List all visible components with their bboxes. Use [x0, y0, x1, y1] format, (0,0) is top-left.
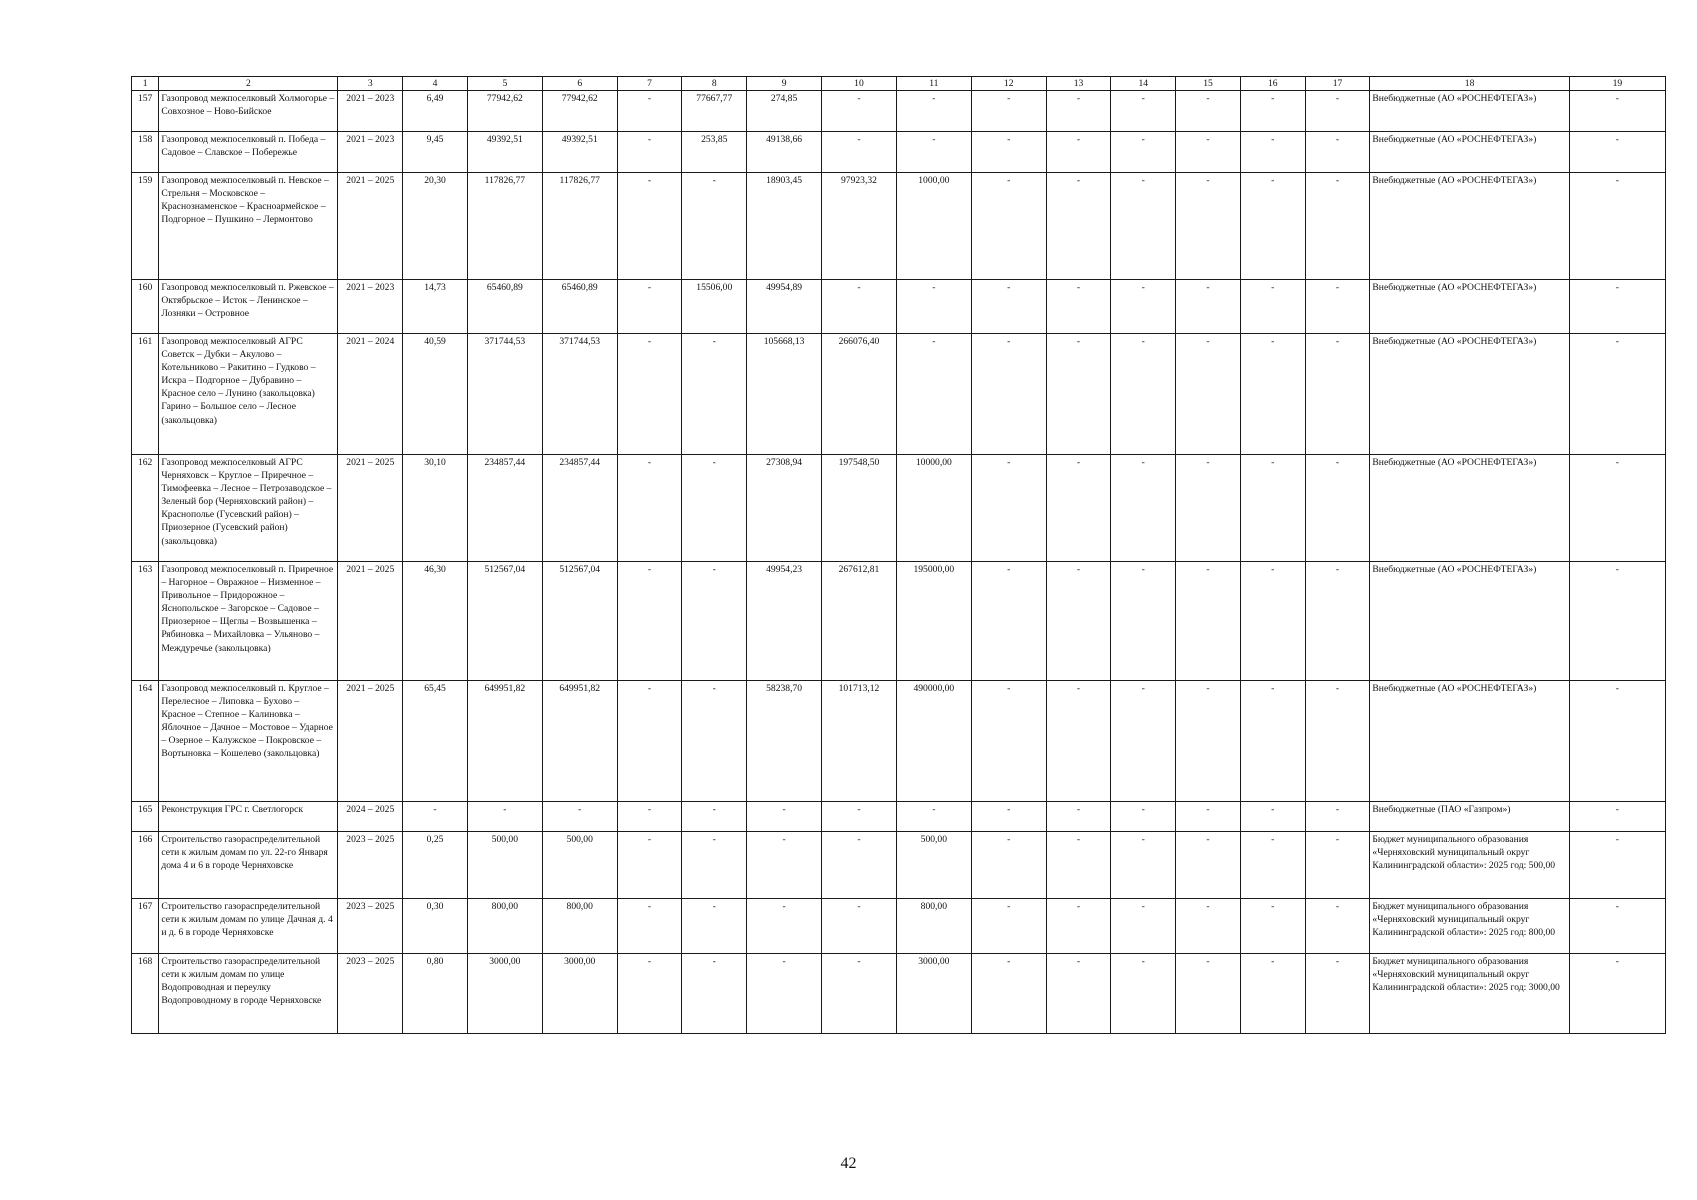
col-16-cell: -	[1240, 334, 1305, 455]
column-number-cell: 4	[403, 77, 468, 91]
col-10-cell: 101713,12	[822, 681, 897, 802]
col-12-cell: -	[971, 832, 1046, 899]
cost-total-sources-cell: 117826,77	[542, 173, 617, 280]
col-11-cell: -	[896, 334, 971, 455]
col-8-cell: -	[682, 455, 747, 562]
period-cell: 2024 – 2025	[338, 802, 403, 832]
col-17-cell: -	[1305, 562, 1370, 681]
funding-source-cell: Внебюджетные (АО «РОСНЕФТЕГАЗ»)	[1370, 91, 1569, 132]
object-name-cell: Газопровод межпоселковый п. Ржевское – Октябрьское – Исток – Ленинское – Лозняки – Островное	[159, 280, 338, 334]
row-index-cell: 168	[132, 954, 159, 1034]
col-14-cell: -	[1111, 173, 1176, 280]
object-name-cell: Газопровод межпоселковый АГРС Советск – Дубки – Акулово – Котельниково – Ракитино – Гудково – Искра – Подгорное – Дубравино – Красное село – Лунино (закольцовка) Гарино – Большое село – Лесное (закольцовка)	[159, 334, 338, 455]
col-13-cell: -	[1046, 832, 1111, 899]
col-9-cell: 105668,13	[747, 334, 822, 455]
column-number-cell: 15	[1176, 77, 1241, 91]
col-11-cell: 800,00	[896, 899, 971, 954]
table-row	[132, 334, 1666, 455]
cost-total-sources-cell: 800,00	[542, 899, 617, 954]
funding-source-cell: Внебюджетные (АО «РОСНЕФТЕГАЗ»)	[1370, 681, 1569, 802]
col-7-cell: -	[617, 334, 682, 455]
col-15-cell: -	[1176, 280, 1241, 334]
col-12-cell: -	[971, 802, 1046, 832]
col-19-cell: -	[1569, 562, 1665, 681]
column-number-cell: 10	[822, 77, 897, 91]
col-8-cell: 77667,77	[682, 91, 747, 132]
col-14-cell: -	[1111, 280, 1176, 334]
column-number-cell: 14	[1111, 77, 1176, 91]
cost-total-sources-cell: 77942,62	[542, 91, 617, 132]
column-number-cell: 13	[1046, 77, 1111, 91]
col-9-cell: 49954,23	[747, 562, 822, 681]
period-cell: 2021 – 2025	[338, 681, 403, 802]
col-12-cell: -	[971, 899, 1046, 954]
length-cell: -	[403, 802, 468, 832]
table-row	[132, 954, 1666, 1034]
col-8-cell: 15506,00	[682, 280, 747, 334]
col-12-cell: -	[971, 954, 1046, 1034]
col-15-cell: -	[1176, 132, 1241, 173]
period-cell: 2021 – 2023	[338, 132, 403, 173]
col-16-cell: -	[1240, 280, 1305, 334]
cost-total-sources-cell: 65460,89	[542, 280, 617, 334]
col-11-cell: -	[896, 802, 971, 832]
col-17-cell: -	[1305, 954, 1370, 1034]
length-cell: 40,59	[403, 334, 468, 455]
col-11-cell: -	[896, 91, 971, 132]
col-13-cell: -	[1046, 132, 1111, 173]
col-8-cell: -	[682, 173, 747, 280]
col-14-cell: -	[1111, 954, 1176, 1034]
funding-source-cell: Внебюджетные (АО «РОСНЕФТЕГАЗ»)	[1370, 280, 1569, 334]
col-14-cell: -	[1111, 91, 1176, 132]
col-8-cell: -	[682, 334, 747, 455]
total-cost-cell: 512567,04	[467, 562, 542, 681]
col-19-cell: -	[1569, 681, 1665, 802]
col-16-cell: -	[1240, 455, 1305, 562]
table-row	[132, 899, 1666, 954]
col-17-cell: -	[1305, 832, 1370, 899]
table-row	[132, 455, 1666, 562]
col-12-cell: -	[971, 173, 1046, 280]
col-7-cell: -	[617, 562, 682, 681]
row-index-cell: 159	[132, 173, 159, 280]
total-cost-cell: 3000,00	[467, 954, 542, 1034]
col-13-cell: -	[1046, 954, 1111, 1034]
col-13-cell: -	[1046, 802, 1111, 832]
object-name-cell: Газопровод межпоселковый п. Круглое – Перелесное – Липовка – Бухово – Красное – Степное – Калиновка – Яблочное – Дачное – Мостовое – Ударное – Озерное – Калужское – Покровское – Вортыновка – Кошелево (закольцовка)	[159, 681, 338, 802]
col-9-cell: 49954,89	[747, 280, 822, 334]
col-14-cell: -	[1111, 562, 1176, 681]
col-7-cell: -	[617, 91, 682, 132]
col-17-cell: -	[1305, 899, 1370, 954]
cost-total-sources-cell: 234857,44	[542, 455, 617, 562]
column-number-cell: 2	[159, 77, 338, 91]
col-16-cell: -	[1240, 91, 1305, 132]
object-name-cell: Газопровод межпоселковый Холмогорье – Совхозное – Ново-Бийское	[159, 91, 338, 132]
total-cost-cell: 649951,82	[467, 681, 542, 802]
col-12-cell: -	[971, 681, 1046, 802]
col-13-cell: -	[1046, 280, 1111, 334]
funding-source-cell: Бюджет муниципального образования «Черняховский муниципальный округ Калининградской области»: 2025 год: 3000,00	[1370, 954, 1569, 1034]
col-15-cell: -	[1176, 455, 1241, 562]
col-7-cell: -	[617, 173, 682, 280]
table-row	[132, 802, 1666, 832]
col-9-cell: 27308,94	[747, 455, 822, 562]
program-table	[131, 76, 1666, 1034]
col-15-cell: -	[1176, 562, 1241, 681]
col-9-cell: 18903,45	[747, 173, 822, 280]
col-11-cell: 3000,00	[896, 954, 971, 1034]
col-13-cell: -	[1046, 91, 1111, 132]
col-16-cell: -	[1240, 802, 1305, 832]
row-index-cell: 158	[132, 132, 159, 173]
length-cell: 9,45	[403, 132, 468, 173]
col-12-cell: -	[971, 562, 1046, 681]
col-10-cell: -	[822, 954, 897, 1034]
col-14-cell: -	[1111, 802, 1176, 832]
col-15-cell: -	[1176, 954, 1241, 1034]
funding-source-cell: Внебюджетные (АО «РОСНЕФТЕГАЗ»)	[1370, 455, 1569, 562]
col-7-cell: -	[617, 681, 682, 802]
column-number-cell: 6	[542, 77, 617, 91]
row-index-cell: 160	[132, 280, 159, 334]
col-14-cell: -	[1111, 899, 1176, 954]
object-name-cell: Строительство газораспределительной сети к жилым домам по ул. 22-го Января дома 4 и 6 в городе Черняховске	[159, 832, 338, 899]
column-number-cell: 9	[747, 77, 822, 91]
column-number-cell: 12	[971, 77, 1046, 91]
col-17-cell: -	[1305, 334, 1370, 455]
period-cell: 2023 – 2025	[338, 899, 403, 954]
funding-source-cell: Внебюджетные (АО «РОСНЕФТЕГАЗ»)	[1370, 562, 1569, 681]
length-cell: 30,10	[403, 455, 468, 562]
col-19-cell: -	[1569, 132, 1665, 173]
col-7-cell: -	[617, 280, 682, 334]
row-index-cell: 163	[132, 562, 159, 681]
period-cell: 2021 – 2025	[338, 173, 403, 280]
period-cell: 2023 – 2025	[338, 954, 403, 1034]
funding-source-cell: Внебюджетные (АО «РОСНЕФТЕГАЗ»)	[1370, 173, 1569, 280]
total-cost-cell: 500,00	[467, 832, 542, 899]
col-17-cell: -	[1305, 280, 1370, 334]
col-7-cell: -	[617, 455, 682, 562]
column-number-cell: 8	[682, 77, 747, 91]
col-19-cell: -	[1569, 802, 1665, 832]
col-10-cell: -	[822, 132, 897, 173]
table-row	[132, 91, 1666, 132]
cost-total-sources-cell: -	[542, 802, 617, 832]
col-11-cell: -	[896, 132, 971, 173]
col-7-cell: -	[617, 132, 682, 173]
cost-total-sources-cell: 512567,04	[542, 562, 617, 681]
total-cost-cell: -	[467, 802, 542, 832]
col-16-cell: -	[1240, 681, 1305, 802]
period-cell: 2023 – 2025	[338, 832, 403, 899]
col-11-cell: 1000,00	[896, 173, 971, 280]
col-15-cell: -	[1176, 334, 1241, 455]
total-cost-cell: 234857,44	[467, 455, 542, 562]
page-number: 42	[840, 1155, 857, 1172]
length-cell: 65,45	[403, 681, 468, 802]
column-number-row	[132, 77, 1666, 91]
col-13-cell: -	[1046, 455, 1111, 562]
col-9-cell: 58238,70	[747, 681, 822, 802]
col-10-cell: -	[822, 899, 897, 954]
col-8-cell: -	[682, 954, 747, 1034]
length-cell: 20,30	[403, 173, 468, 280]
total-cost-cell: 65460,89	[467, 280, 542, 334]
column-number-cell: 1	[132, 77, 159, 91]
col-9-cell: -	[747, 802, 822, 832]
length-cell: 0,25	[403, 832, 468, 899]
col-14-cell: -	[1111, 681, 1176, 802]
col-17-cell: -	[1305, 681, 1370, 802]
col-15-cell: -	[1176, 832, 1241, 899]
column-number-cell: 5	[467, 77, 542, 91]
col-9-cell: 274,85	[747, 91, 822, 132]
total-cost-cell: 49392,51	[467, 132, 542, 173]
col-19-cell: -	[1569, 832, 1665, 899]
length-cell: 0,30	[403, 899, 468, 954]
col-12-cell: -	[971, 455, 1046, 562]
table-row	[132, 562, 1666, 681]
length-cell: 46,30	[403, 562, 468, 681]
object-name-cell: Газопровод межпоселковый АГРС Черняховск – Круглое – Приречное – Тимофеевка – Лесное – Петрозаводское – Зеленый бор (Черняховский район) – Краснополье (Гусевский район) – Приозерное (Гусевский район) (закольцовка)	[159, 455, 338, 562]
col-8-cell: -	[682, 899, 747, 954]
object-name-cell: Газопровод межпоселковый п. Невское – Стрельня – Московское – Краснознаменское – Красноармейское – Подгорное – Пушкино – Лермонтово	[159, 173, 338, 280]
col-7-cell: -	[617, 899, 682, 954]
object-name-cell: Газопровод межпоселковый п. Победа – Садовое – Славское – Побережье	[159, 132, 338, 173]
column-number-cell: 18	[1370, 77, 1569, 91]
funding-source-cell: Внебюджетные (АО «РОСНЕФТЕГАЗ»)	[1370, 334, 1569, 455]
col-10-cell: -	[822, 802, 897, 832]
table-row	[132, 132, 1666, 173]
col-7-cell: -	[617, 832, 682, 899]
col-17-cell: -	[1305, 132, 1370, 173]
row-index-cell: 164	[132, 681, 159, 802]
col-13-cell: -	[1046, 173, 1111, 280]
col-8-cell: -	[682, 832, 747, 899]
funding-source-cell: Внебюджетные (ПАО «Газпром»)	[1370, 802, 1569, 832]
col-11-cell: 500,00	[896, 832, 971, 899]
col-13-cell: -	[1046, 334, 1111, 455]
col-16-cell: -	[1240, 899, 1305, 954]
col-16-cell: -	[1240, 954, 1305, 1034]
col-15-cell: -	[1176, 91, 1241, 132]
row-index-cell: 157	[132, 91, 159, 132]
row-index-cell: 162	[132, 455, 159, 562]
row-index-cell: 161	[132, 334, 159, 455]
total-cost-cell: 371744,53	[467, 334, 542, 455]
table-row	[132, 173, 1666, 280]
col-13-cell: -	[1046, 562, 1111, 681]
col-10-cell: -	[822, 91, 897, 132]
col-8-cell: -	[682, 802, 747, 832]
col-9-cell: -	[747, 832, 822, 899]
col-12-cell: -	[971, 334, 1046, 455]
row-index-cell: 167	[132, 899, 159, 954]
funding-source-cell: Бюджет муниципального образования «Черняховский муниципальный округ Калининградской области»: 2025 год: 500,00	[1370, 832, 1569, 899]
col-17-cell: -	[1305, 802, 1370, 832]
col-12-cell: -	[971, 280, 1046, 334]
col-19-cell: -	[1569, 455, 1665, 562]
total-cost-cell: 800,00	[467, 899, 542, 954]
table-row	[132, 681, 1666, 802]
cost-total-sources-cell: 500,00	[542, 832, 617, 899]
total-cost-cell: 77942,62	[467, 91, 542, 132]
col-9-cell: -	[747, 954, 822, 1034]
col-8-cell: -	[682, 562, 747, 681]
cost-total-sources-cell: 49392,51	[542, 132, 617, 173]
funding-source-cell: Бюджет муниципального образования «Черняховский муниципальный округ Калининградской области»: 2025 год: 800,00	[1370, 899, 1569, 954]
col-10-cell: 267612,81	[822, 562, 897, 681]
col-14-cell: -	[1111, 455, 1176, 562]
col-19-cell: -	[1569, 899, 1665, 954]
col-7-cell: -	[617, 954, 682, 1034]
col-13-cell: -	[1046, 899, 1111, 954]
col-16-cell: -	[1240, 173, 1305, 280]
cost-total-sources-cell: 371744,53	[542, 334, 617, 455]
cost-total-sources-cell: 3000,00	[542, 954, 617, 1034]
object-name-cell: Газопровод межпоселковый п. Приречное – Нагорное – Овражное – Низменное – Привольное – Придорожное – Яснопольское – Загорское – Садовое – Приозерное – Щеглы – Возвышенка – Рябиновка – Михайловка – Ульяново – Междуречье (закольцовка)	[159, 562, 338, 681]
column-number-cell: 3	[338, 77, 403, 91]
funding-source-cell: Внебюджетные (АО «РОСНЕФТЕГАЗ»)	[1370, 132, 1569, 173]
object-name-cell: Реконструкция ГРС г. Светлогорск	[159, 802, 338, 832]
col-13-cell: -	[1046, 681, 1111, 802]
col-19-cell: -	[1569, 280, 1665, 334]
col-12-cell: -	[971, 132, 1046, 173]
col-17-cell: -	[1305, 455, 1370, 562]
period-cell: 2021 – 2025	[338, 562, 403, 681]
col-8-cell: -	[682, 681, 747, 802]
col-14-cell: -	[1111, 334, 1176, 455]
table-row	[132, 832, 1666, 899]
col-9-cell: 49138,66	[747, 132, 822, 173]
total-cost-cell: 117826,77	[467, 173, 542, 280]
col-10-cell: 97923,32	[822, 173, 897, 280]
length-cell: 0,80	[403, 954, 468, 1034]
col-8-cell: 253,85	[682, 132, 747, 173]
col-16-cell: -	[1240, 832, 1305, 899]
col-19-cell: -	[1569, 173, 1665, 280]
col-7-cell: -	[617, 802, 682, 832]
col-10-cell: 197548,50	[822, 455, 897, 562]
column-number-cell: 7	[617, 77, 682, 91]
row-index-cell: 165	[132, 802, 159, 832]
object-name-cell: Строительство газораспределительной сети к жилым домам по улице Дачная д. 4 и д. 6 в городе Черняховске	[159, 899, 338, 954]
col-15-cell: -	[1176, 173, 1241, 280]
col-11-cell: 195000,00	[896, 562, 971, 681]
col-19-cell: -	[1569, 91, 1665, 132]
period-cell: 2021 – 2025	[338, 455, 403, 562]
col-11-cell: 490000,00	[896, 681, 971, 802]
col-19-cell: -	[1569, 954, 1665, 1034]
length-cell: 14,73	[403, 280, 468, 334]
col-14-cell: -	[1111, 832, 1176, 899]
col-11-cell: 10000,00	[896, 455, 971, 562]
column-number-cell: 11	[896, 77, 971, 91]
col-15-cell: -	[1176, 681, 1241, 802]
col-16-cell: -	[1240, 562, 1305, 681]
cost-total-sources-cell: 649951,82	[542, 681, 617, 802]
col-16-cell: -	[1240, 132, 1305, 173]
col-19-cell: -	[1569, 334, 1665, 455]
row-index-cell: 166	[132, 832, 159, 899]
col-15-cell: -	[1176, 899, 1241, 954]
col-17-cell: -	[1305, 91, 1370, 132]
period-cell: 2021 – 2023	[338, 91, 403, 132]
period-cell: 2021 – 2023	[338, 280, 403, 334]
col-11-cell: -	[896, 280, 971, 334]
col-9-cell: -	[747, 899, 822, 954]
col-12-cell: -	[971, 91, 1046, 132]
col-14-cell: -	[1111, 132, 1176, 173]
object-name-cell: Строительство газораспределительной сети к жилым домам по улице Водопроводная и переулку Водопроводному в городе Черняховске	[159, 954, 338, 1034]
length-cell: 6,49	[403, 91, 468, 132]
col-10-cell: -	[822, 832, 897, 899]
period-cell: 2021 – 2024	[338, 334, 403, 455]
col-17-cell: -	[1305, 173, 1370, 280]
column-number-cell: 16	[1240, 77, 1305, 91]
table-row	[132, 280, 1666, 334]
column-number-cell: 19	[1569, 77, 1665, 91]
col-10-cell: 266076,40	[822, 334, 897, 455]
col-10-cell: -	[822, 280, 897, 334]
column-number-cell: 17	[1305, 77, 1370, 91]
col-15-cell: -	[1176, 802, 1241, 832]
